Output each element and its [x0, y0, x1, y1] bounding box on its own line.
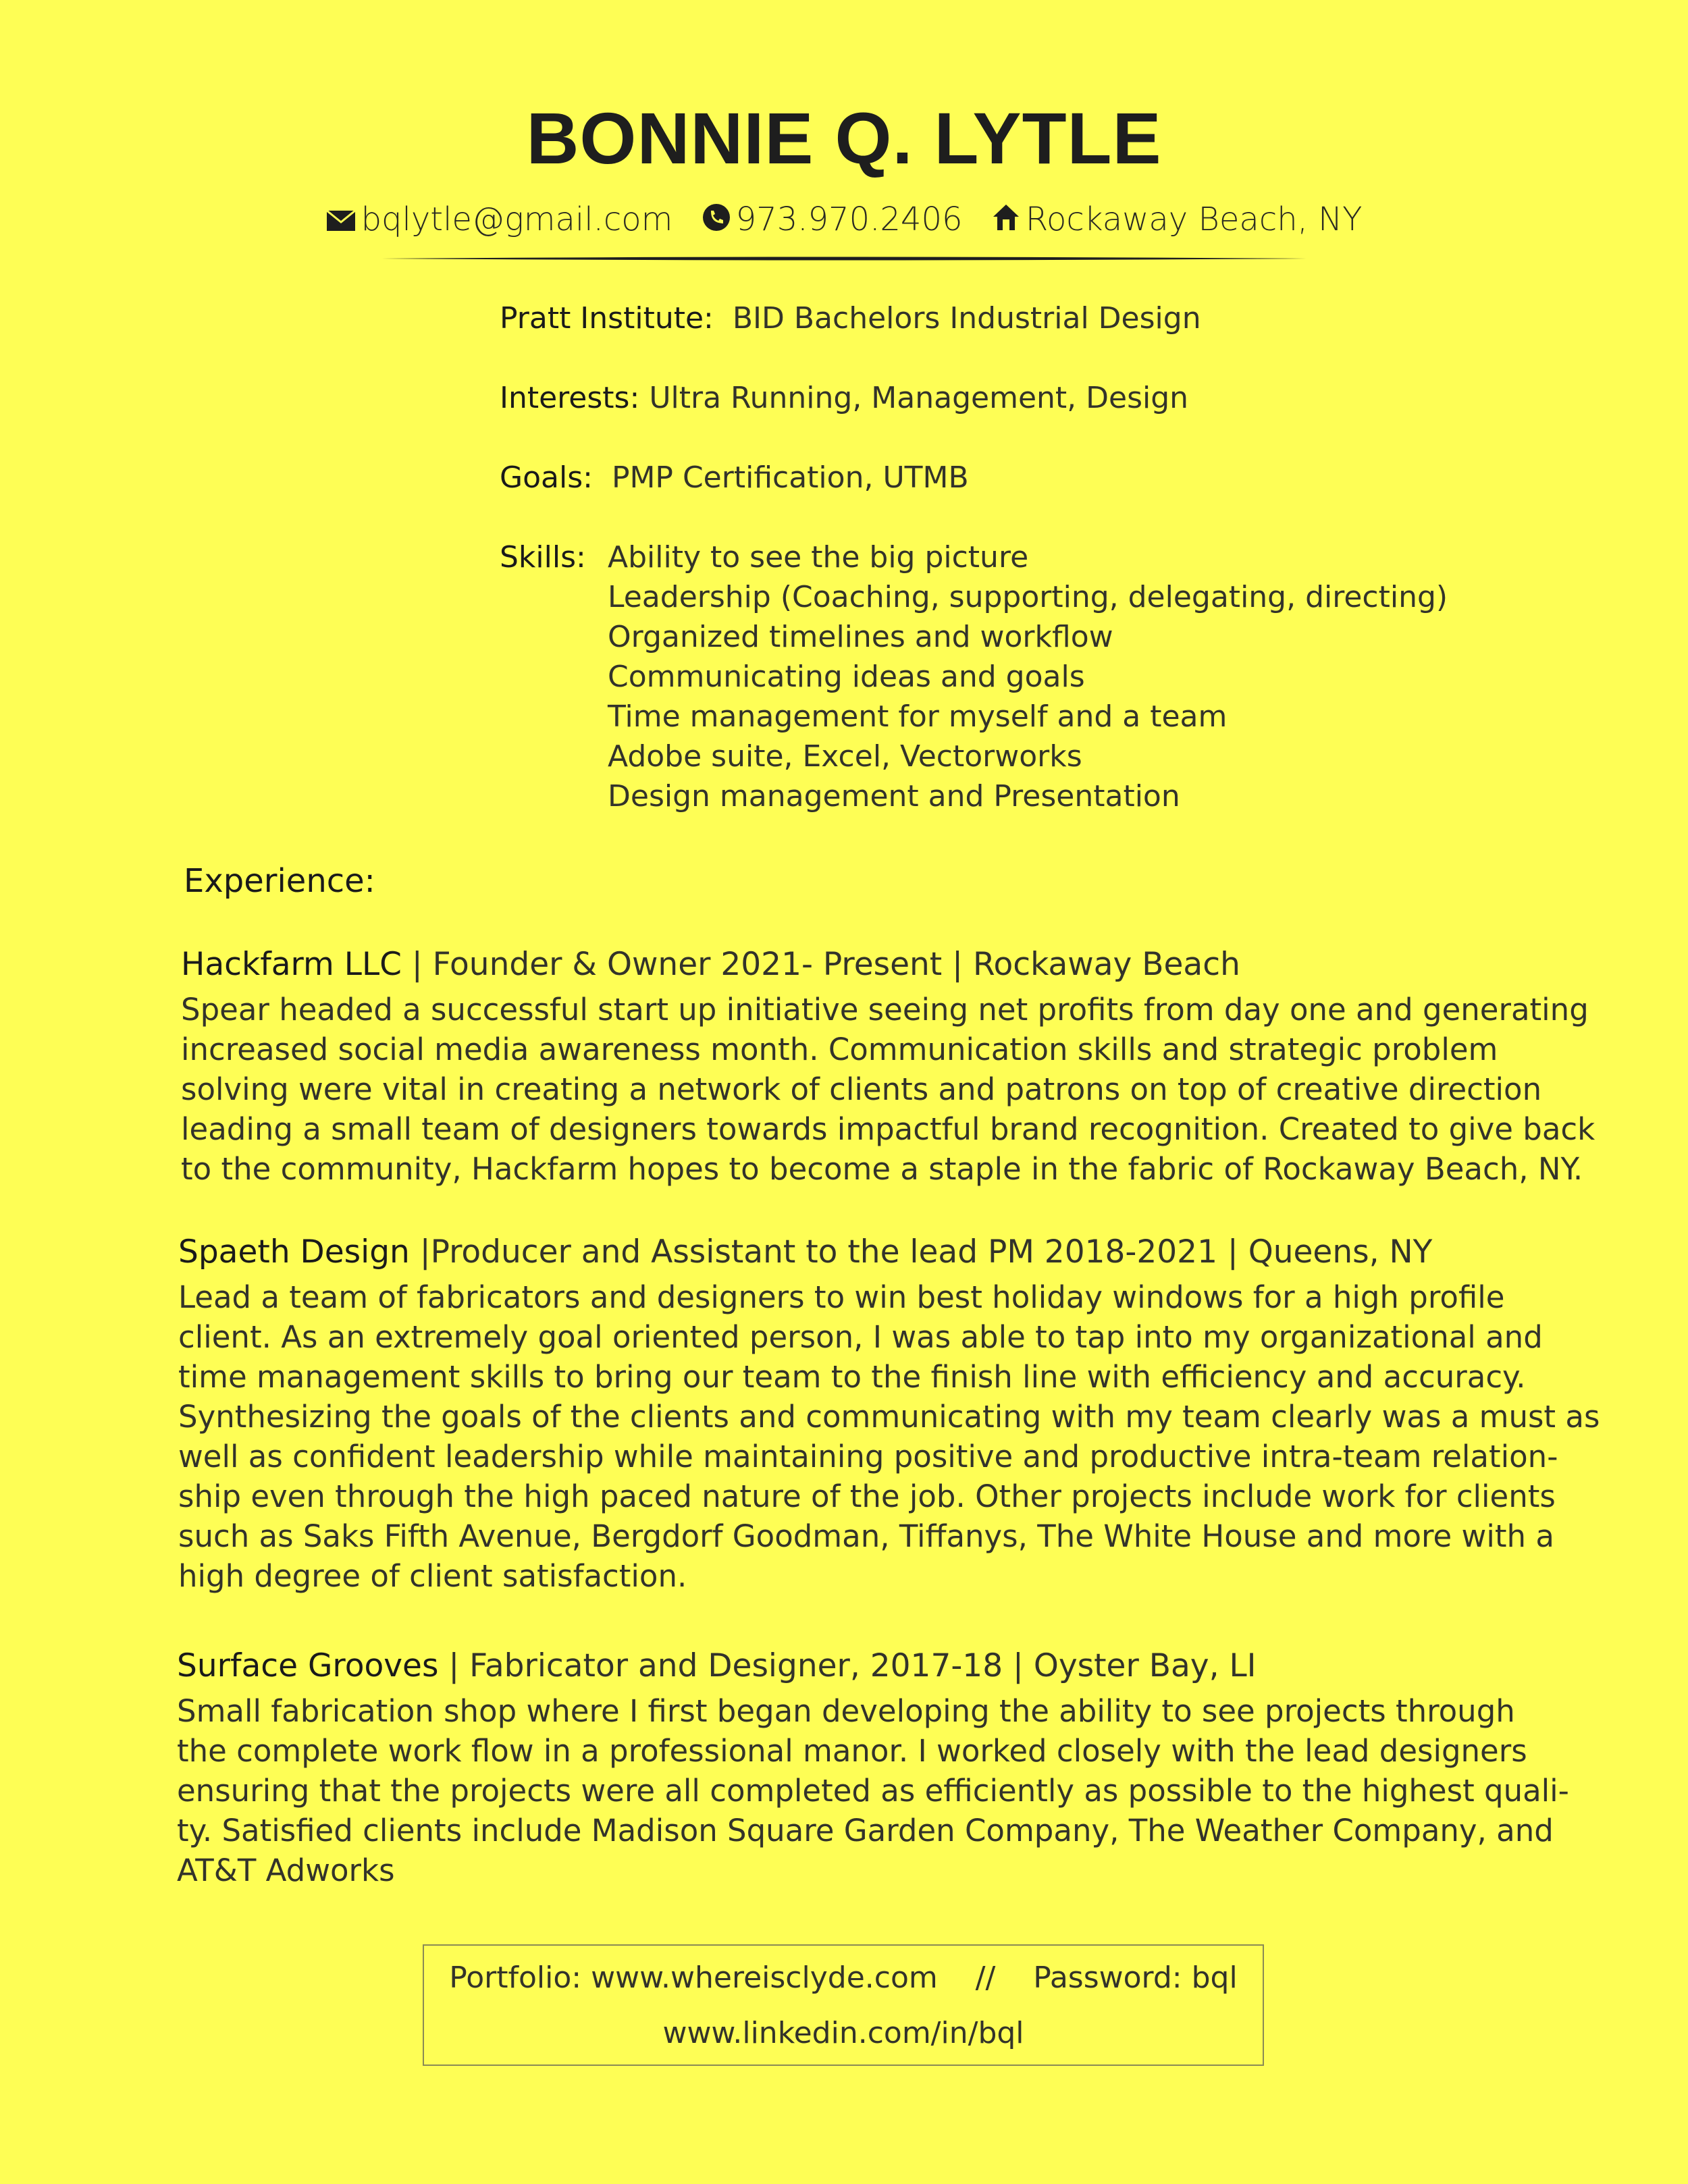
- envelope-icon: [326, 210, 356, 232]
- interests-label: Interests:: [500, 381, 640, 415]
- list-item: Communicating ideas and goals: [608, 660, 1085, 694]
- job-details: | Founder & Owner 2021- Present | Rockaway Beach: [401, 946, 1240, 983]
- job-details: |Producer and Assistant to the lead PM 2018-2021 | Queens, NY: [409, 1233, 1433, 1271]
- list-item: Organized timelines and workflow: [608, 620, 1113, 654]
- password-text: Password: bql: [1033, 1961, 1238, 1995]
- description-line: ship even through the high paced nature of the job. Other projects include work for clients: [178, 1479, 1556, 1514]
- job-details: | Fabricator and Designer, 2017-18 | Oyster Bay, LI: [438, 1647, 1257, 1684]
- skills-list: [608, 537, 1448, 816]
- location-text: Rockaway Beach, NY: [1025, 201, 1363, 238]
- company-name: Surface Grooves: [177, 1647, 439, 1684]
- description-line: high degree of client satisfaction.: [178, 1558, 687, 1594]
- job-title-line: [177, 1643, 1569, 1690]
- home-icon: [992, 203, 1020, 232]
- phone-text[interactable]: 973.970.2406: [735, 201, 963, 238]
- header-divider: [381, 255, 1307, 262]
- job-surface-grooves: [177, 1643, 1569, 1890]
- list-item: Leadership (Coaching, supporting, delegating, directing): [608, 580, 1448, 614]
- education-value: BID Bachelors Industrial Design: [732, 301, 1201, 336]
- portfolio-row: [424, 1958, 1263, 1998]
- company-name: Spaeth Design: [178, 1233, 410, 1271]
- description-line: Lead a team of fabricators and designers to win best holiday windows for a high profile: [178, 1279, 1505, 1315]
- portfolio-link[interactable]: Portfolio: www.whereisclyde.com: [449, 1961, 938, 1995]
- email-item[interactable]: [326, 196, 673, 243]
- interests-value: Ultra Running, Management, Design: [649, 381, 1189, 415]
- skills-label-row: [500, 537, 586, 577]
- email-text[interactable]: bqlytle@gmail.com: [361, 201, 673, 238]
- list-item: Time management for myself and a team: [608, 699, 1228, 734]
- list-item: Design management and Presentation: [608, 779, 1180, 814]
- location-item: [992, 196, 1363, 243]
- job-title-line: [181, 941, 1595, 988]
- description-line: well as confident leadership while maintaining positive and productive intra-team relation-: [178, 1439, 1558, 1474]
- interests-row: [500, 378, 1188, 418]
- description-line: solving were vital in creating a network of clients and patrons on top of creative direction: [181, 1071, 1542, 1107]
- contact-line: [0, 196, 1688, 243]
- company-name: Hackfarm LLC: [181, 946, 402, 983]
- linkedin-row: [424, 2013, 1263, 2054]
- description-line: the complete work flow in a professional manor. I worked closely with the lead designers: [177, 1733, 1527, 1769]
- goals-label: Goals:: [500, 460, 593, 495]
- description-line: leading a small team of designers towards impactful brand recognition. Created to give back: [181, 1111, 1595, 1147]
- list-item: Ability to see the big picture: [608, 540, 1029, 575]
- experience-heading: Experience:: [184, 862, 375, 900]
- list-item: Adobe suite, Excel, Vectorworks: [608, 739, 1082, 774]
- education-row: [500, 298, 1201, 338]
- description-line: to the community, Hackfarm hopes to become a staple in the fabric of Rockaway Beach, NY.: [181, 1151, 1583, 1187]
- description-line: Synthesizing the goals of the clients and communicating with my team clearly was a must as: [178, 1399, 1600, 1435]
- job-hackfarm: [181, 941, 1595, 1189]
- goals-row: [500, 458, 969, 498]
- job-title-line: [178, 1229, 1600, 1276]
- phone-item[interactable]: [702, 196, 963, 243]
- job-description: [177, 1691, 1569, 1890]
- job-description: [178, 1277, 1600, 1596]
- goals-value: PMP Certification, UTMB: [611, 460, 969, 495]
- separator: //: [975, 1961, 996, 1995]
- portfolio-box: [423, 1944, 1264, 2066]
- description-line: such as Saks Fifth Avenue, Bergdorf Goodman, Tiffanys, The White House and more with a: [178, 1518, 1554, 1554]
- candidate-name: BONNIE Q. LYTLE: [526, 97, 1162, 179]
- description-line: client. As an extremely goal oriented person, I was able to tap into my organizational and: [178, 1319, 1543, 1355]
- description-line: AT&T Adworks: [177, 1853, 395, 1888]
- description-line: time management skills to bring our team to the finish line with efficiency and accuracy.: [178, 1359, 1526, 1395]
- phone-icon: [702, 203, 731, 232]
- skills-label: Skills:: [500, 540, 586, 575]
- description-line: increased social media awareness month. Communication skills and strategic problem: [181, 1032, 1498, 1067]
- education-label: Pratt Institute:: [500, 301, 714, 336]
- job-description: [181, 990, 1595, 1189]
- description-line: ty. Satisfied clients include Madison Square Garden Company, The Weather Company, and: [177, 1813, 1554, 1848]
- description-line: Spear headed a successful start up initiative seeing net profits from day one and generating: [181, 992, 1589, 1028]
- job-spaeth: [178, 1229, 1600, 1596]
- description-line: ensuring that the projects were all completed as efficiently as possible to the highest quali-: [177, 1773, 1569, 1809]
- linkedin-link[interactable]: www.linkedin.com/in/bql: [662, 2016, 1024, 2050]
- description-line: Small fabrication shop where I first began developing the ability to see projects through: [177, 1693, 1515, 1729]
